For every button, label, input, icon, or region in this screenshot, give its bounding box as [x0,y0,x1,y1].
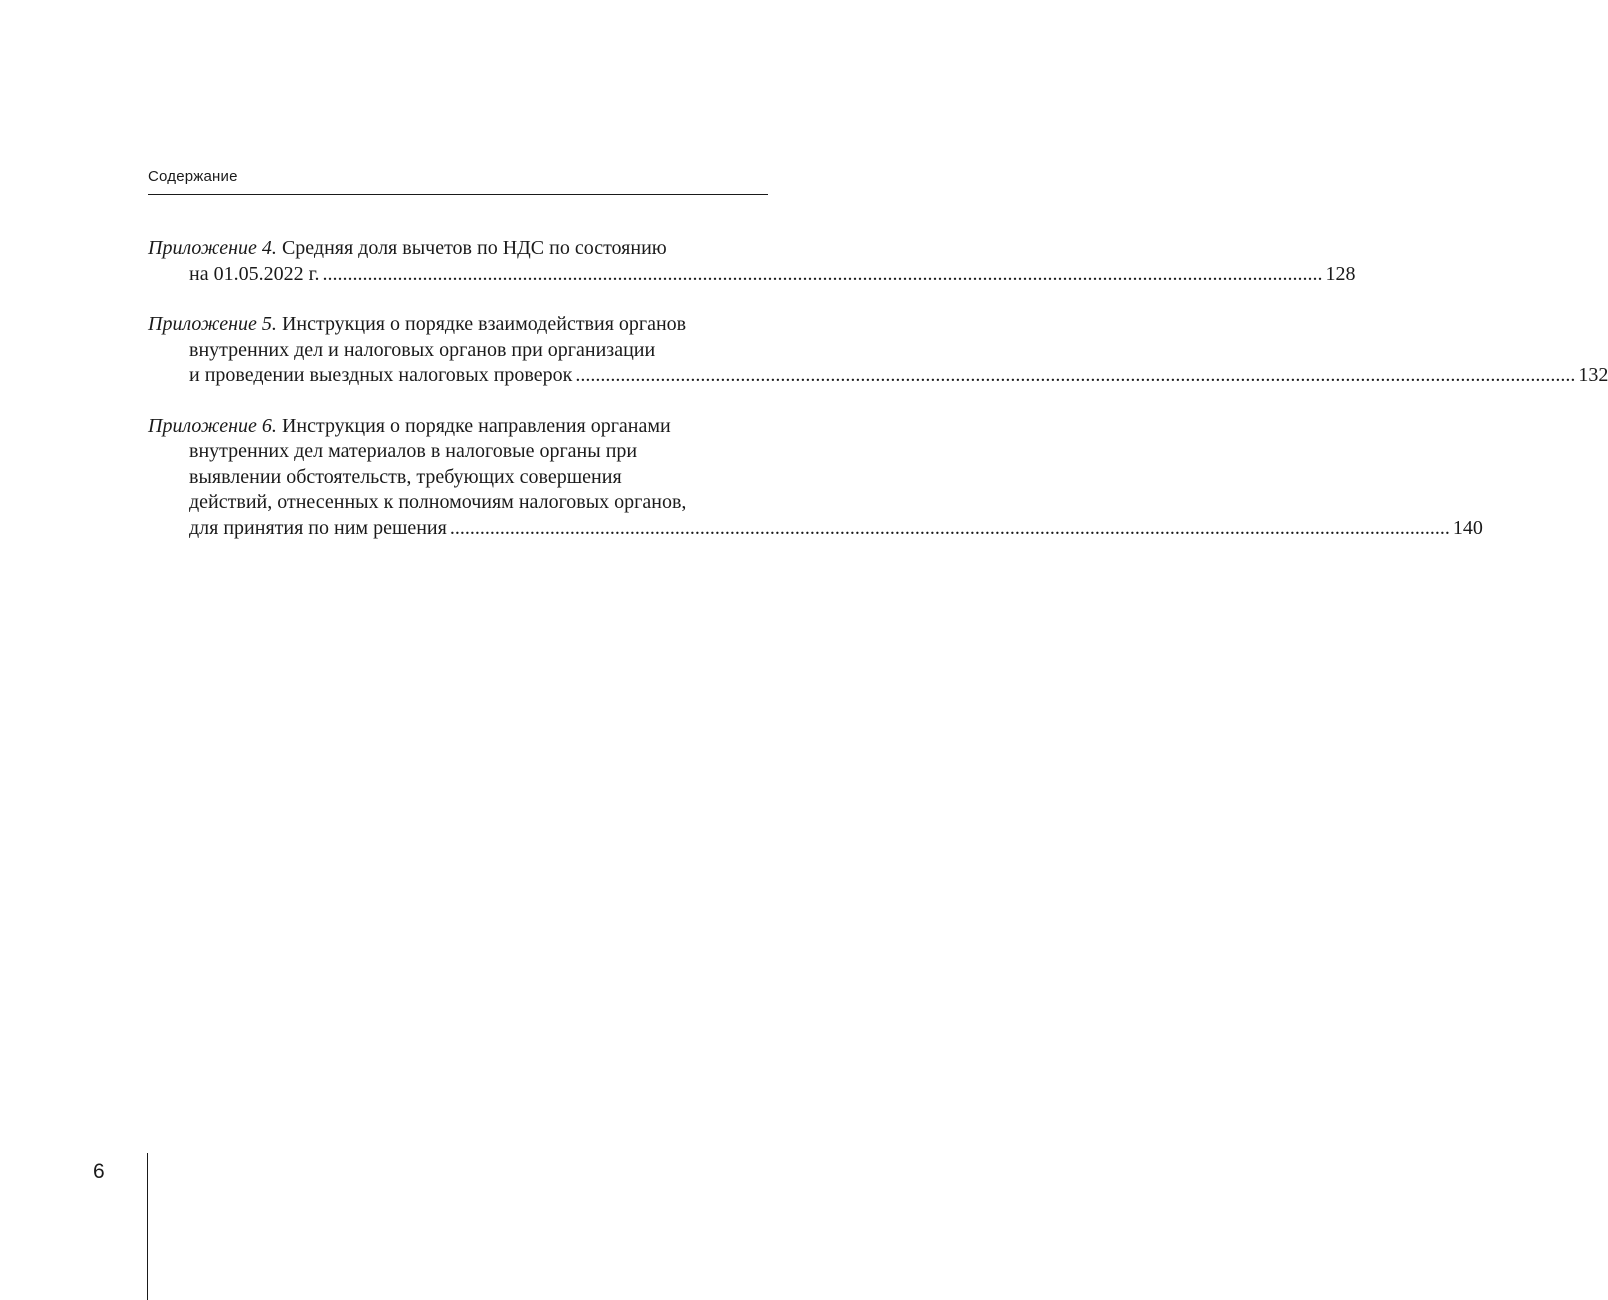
toc-entry-title: действий, отнесенных к полномочиям налоговых органов, [189,491,687,513]
toc-entry-appendix-4[interactable] [148,236,1356,287]
toc-entry-title: внутренних дел и налоговых органов при организации [189,338,656,361]
toc-page-number: 128 [1325,262,1356,285]
running-head [148,167,768,195]
toc-entry-last-line [148,363,1608,389]
toc-entry-title: для принятия по ним решения [189,516,447,539]
toc-entry-title: внутренних дел материалов в налоговые органы при [189,440,638,462]
toc-entry-title: Инструкция о порядке направления органами [281,414,671,437]
page-number: 6 [93,1160,105,1183]
toc-entry-appendix-5[interactable] [148,312,1608,389]
toc-entry-label: Приложение 5. [148,313,277,335]
toc-entry-appendix-6[interactable] [148,414,1483,542]
toc-entry-first-line [148,236,758,262]
toc-entry-last-line [148,262,1356,288]
toc-entry-first-line [148,312,758,338]
running-head-title: Содержание [148,168,238,185]
toc-entry-title: выявлении обстоятельств, требующих совершения [189,465,622,488]
toc-entry-title: Средняя доля вычетов по НДС по состоянию [281,237,667,259]
toc-entry-title: и проведении выездных налоговых проверок [189,364,573,386]
dot-leader: ........................................................................................................................................................................................................ [449,516,1450,539]
table-of-contents [148,236,1608,566]
toc-entry-first-line [148,414,758,440]
toc-entry-last-line [148,516,1483,542]
dot-leader: ........................................................................................................................................................................................................ [322,262,1323,285]
toc-entry-label: Приложение 4. [148,237,277,259]
toc-entry-label: Приложение 6. [148,414,277,437]
folio-rule [147,1153,148,1300]
dot-leader: ........................................................................................................................................................................................................ [575,364,1576,386]
toc-entry-title: на 01.05.2022 г. [189,262,320,285]
toc-page-number: 132 [1578,364,1608,386]
toc-entry-title: Инструкция о порядке взаимодействия органов [281,313,687,335]
toc-page-number: 140 [1452,516,1483,539]
